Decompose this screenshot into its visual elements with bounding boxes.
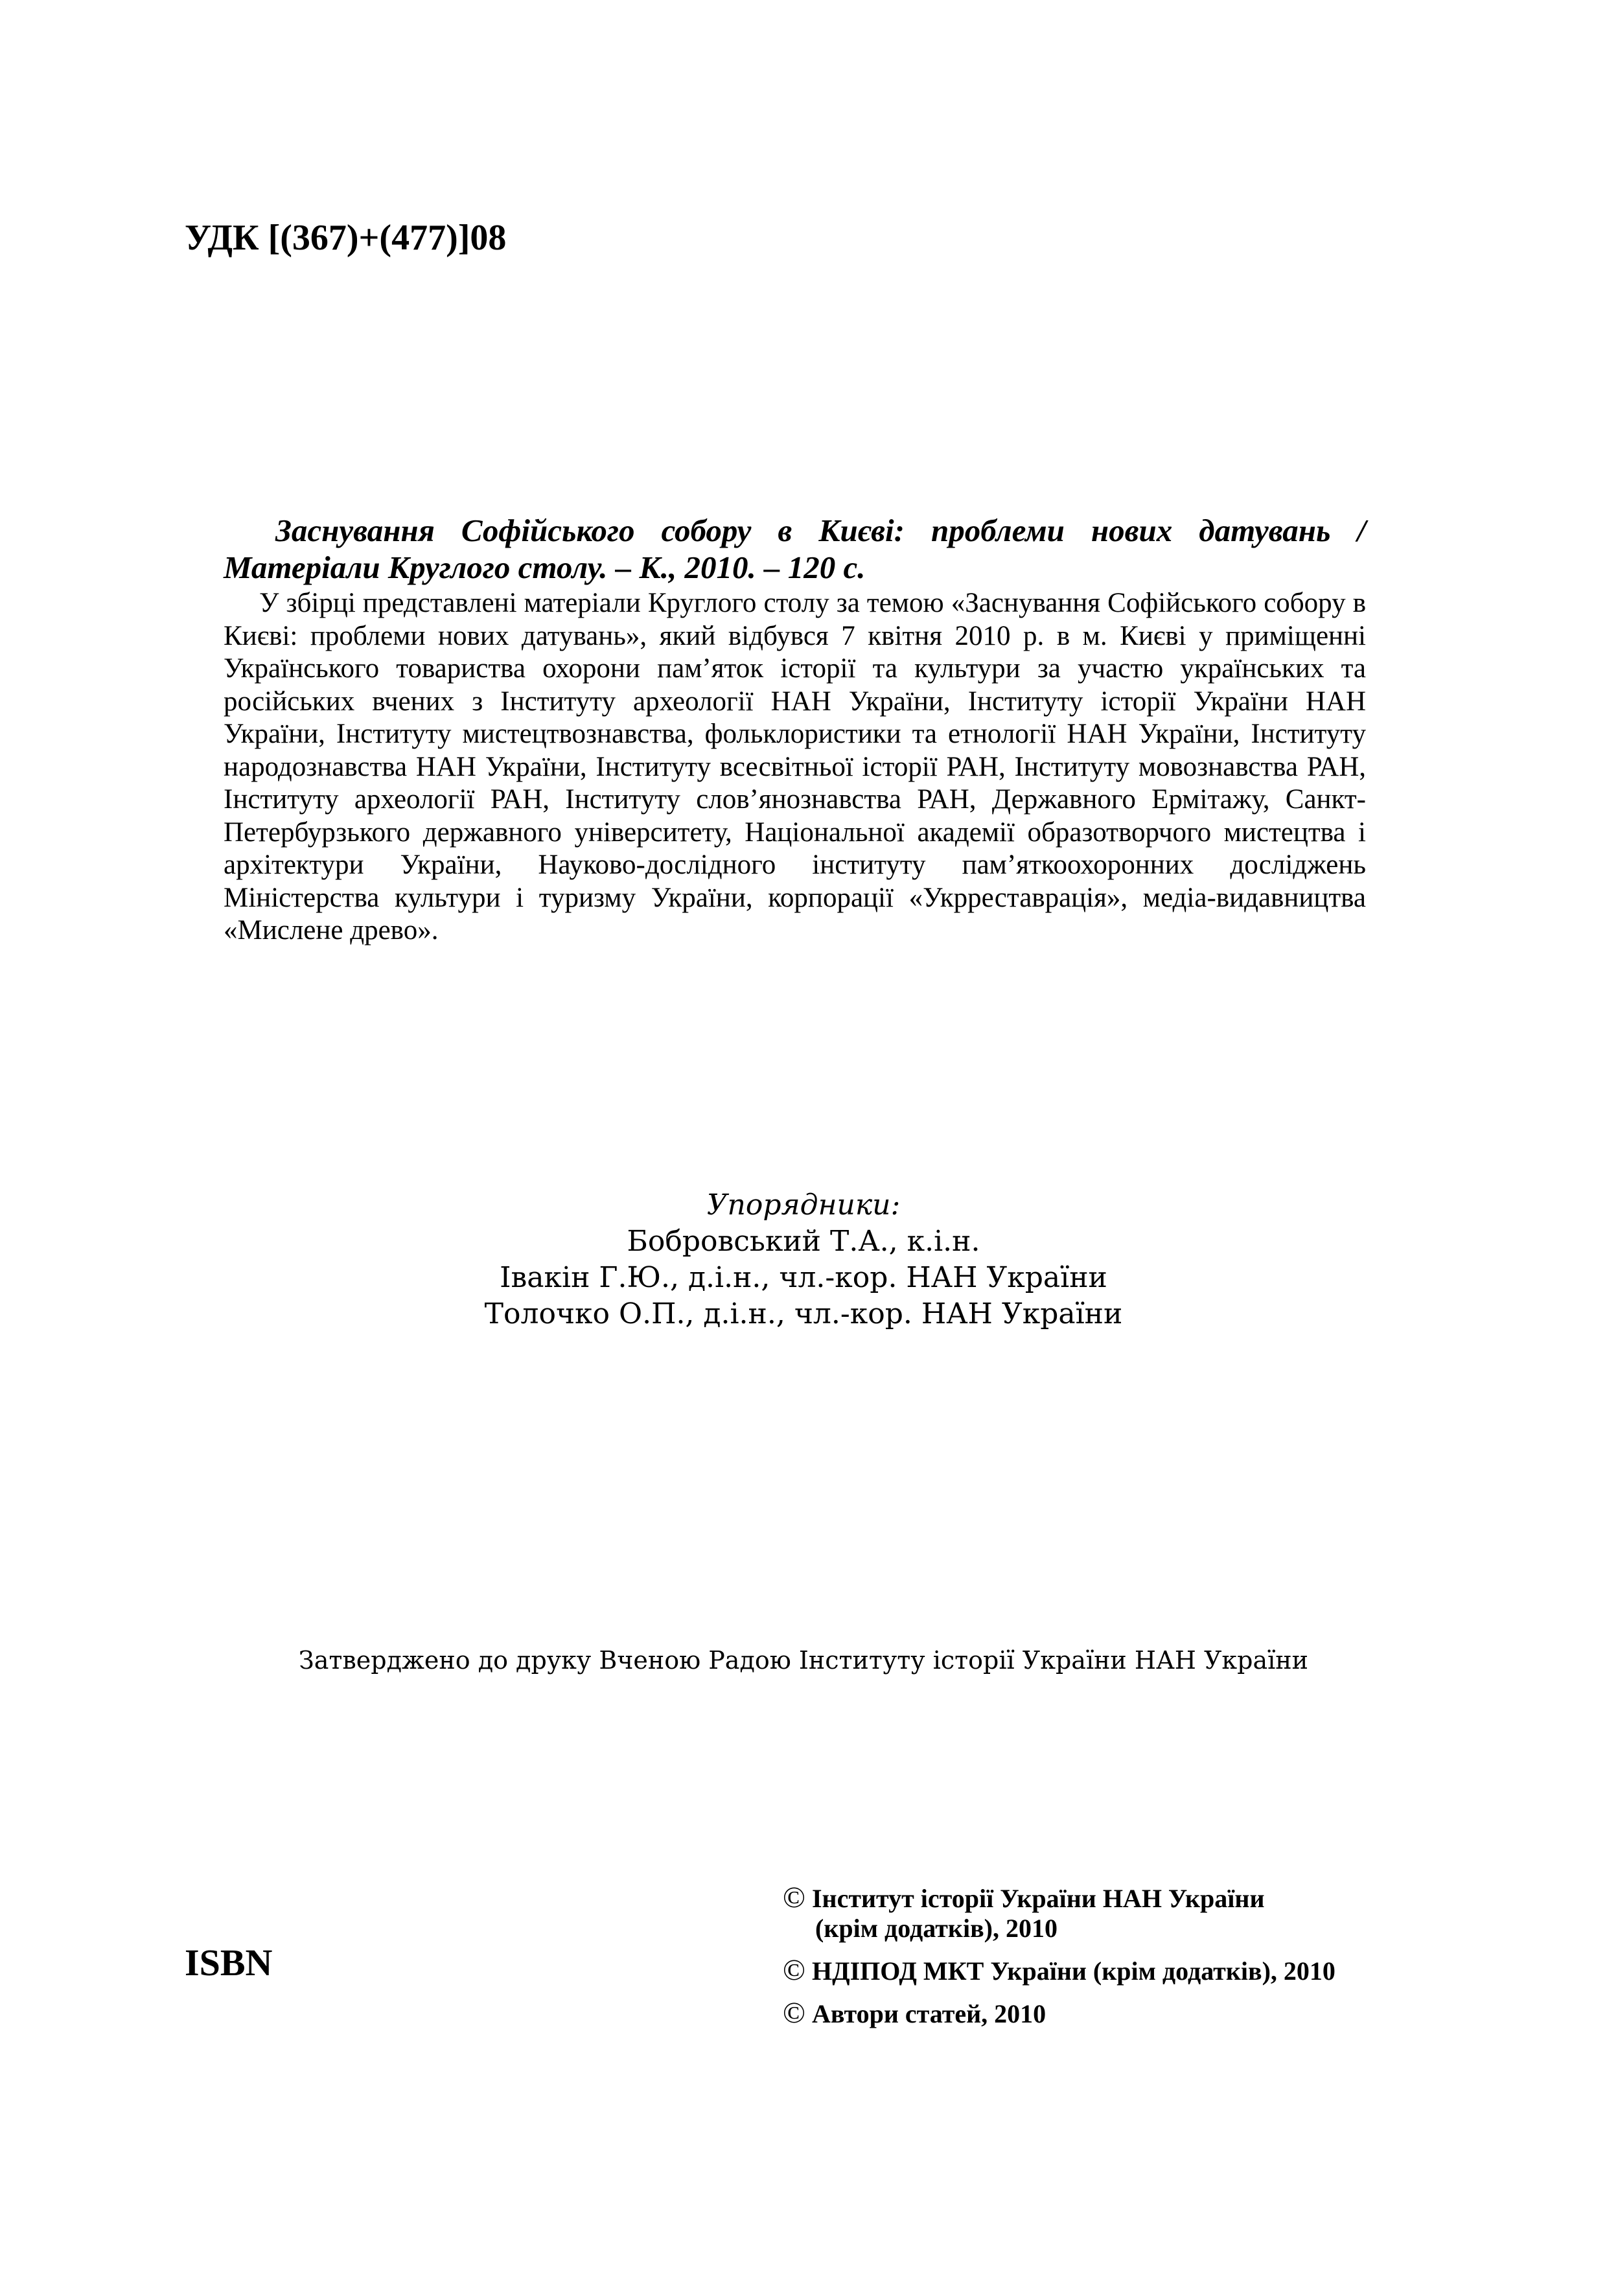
compiler-name: Бобровський Т.А., к.і.н. (627, 1225, 980, 1258)
compilers-label: Упорядники: (706, 1189, 901, 1222)
annotation-block (224, 512, 1366, 947)
compiler-name: Толочко О.П., д.і.н., чл.-кор. НАН України (484, 1297, 1123, 1330)
compilers-block (0, 1187, 1607, 1332)
copyright-icon: © (783, 1996, 805, 2029)
isbn-label: ISBN (185, 1942, 273, 1984)
copyright-item (783, 1883, 1335, 1943)
copyright-holder: НДІПОД МКТ України (крім додатків), 2010 (811, 1956, 1335, 1986)
copyright-item (783, 1998, 1335, 2029)
copyright-block (783, 1883, 1335, 2041)
compiler-name: Івакін Г.Ю., д.і.н., чл.-кор. НАН України (500, 1261, 1107, 1294)
copyright-holder: Автори статей, 2010 (811, 1999, 1046, 2028)
copyright-icon: © (783, 1953, 805, 1986)
copyright-holder: Інститут історії України НАН України (811, 1884, 1265, 1913)
copyright-holder-cont: (крім додатків), 2010 (815, 1914, 1058, 1943)
copyright-icon: © (783, 1881, 805, 1914)
approval-note: Затверджено до друку Вченою Радою Інституту історії України НАН України (299, 1646, 1308, 1675)
book-title: Заснування Софійського собору в Києві: проблеми нових датувань / Матеріали Круглого столу. – К., 2010. – 120 с. (224, 513, 1366, 585)
copyright-item (783, 1955, 1335, 1986)
udk-code: УДК [(367)+(477)]08 (185, 218, 507, 258)
annotation-text: У збірці представлені матеріали Круглого столу за темою «Заснування Софійського собору в Києві: проблеми нових датувань», який відбувся 7 квітня 2010 р. в м. Києві у приміщенні Українського товариства охорони пам’яток історії та культури за участю українських та російських вчених з Інституту археології НАН України, Інституту історії України НАН України, Інституту мистецтвознавства, фольклористики та етнології НАН України, Інституту народознавства НАН України, Інституту всесвітньої історії РАН, Інституту мовознавства РАН, Інституту археології РАН, Інституту слов’янознавства РАН, Державного Ермітажу, Санкт-Петербурзького державного університету, Національної академії образотворчого мистецтва і архітектури України, Науково-дослідного інституту пам’яткоохоронних досліджень Міністерства культури і туризму України, корпорації «Укрреставрація», медіа-видавництва «Мислене древо». (224, 588, 1366, 945)
